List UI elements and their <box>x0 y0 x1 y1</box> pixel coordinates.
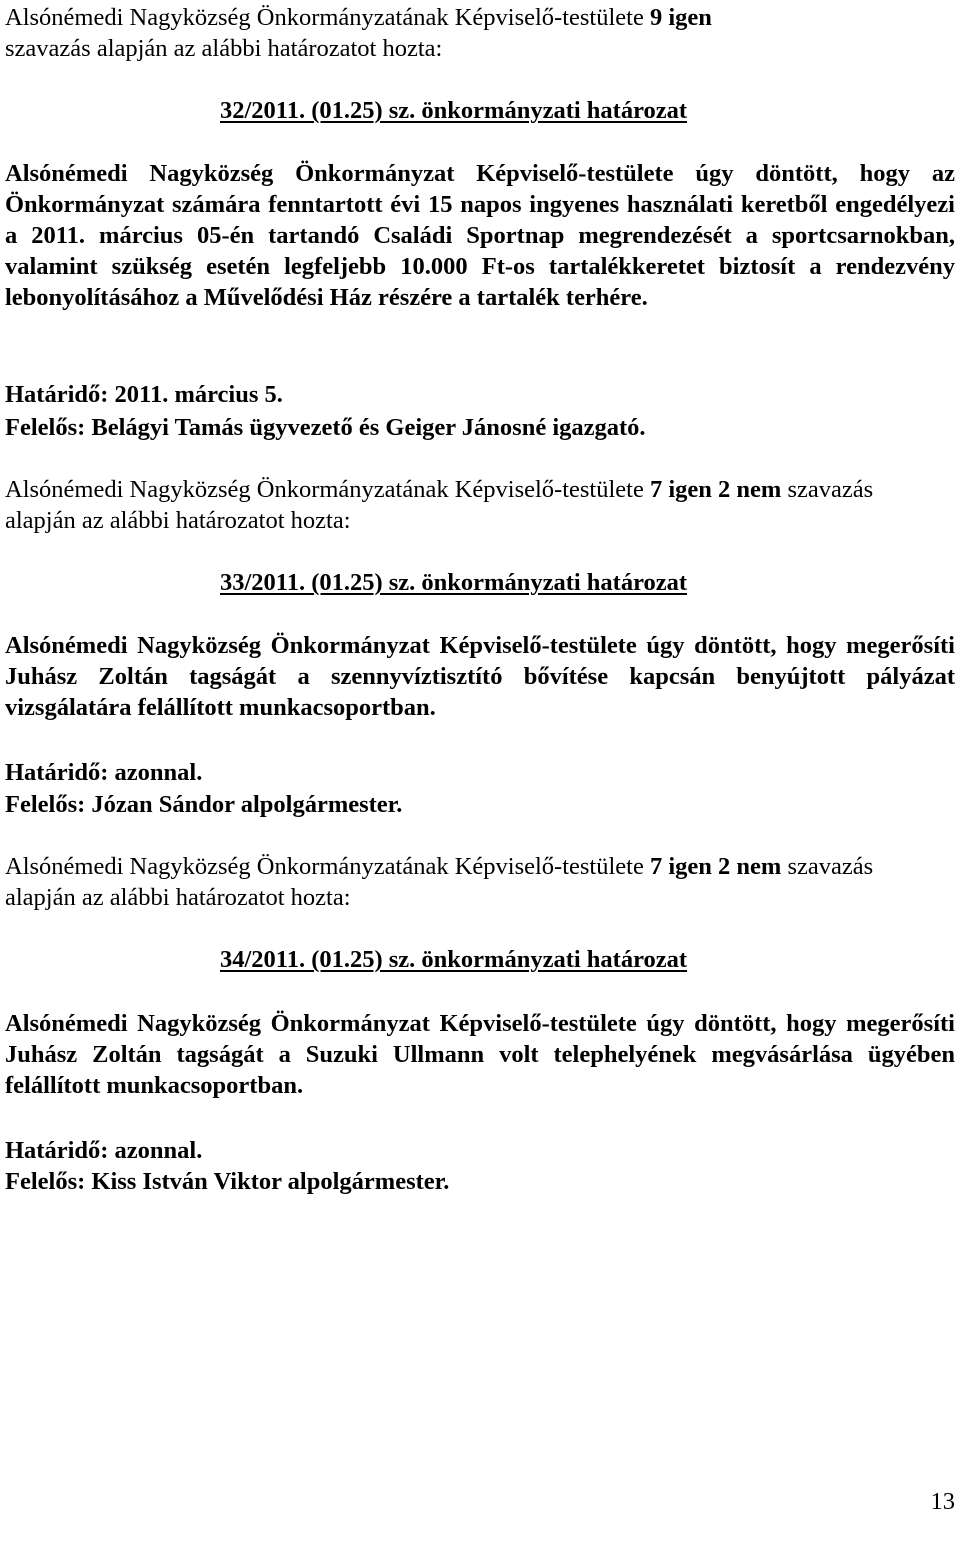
resolution-body-32: Alsónémedi Nagyközség Önkormányzat Képviselő-testülete úgy döntött, hogy az Önkormányzat számára fenntartott évi 15 napos ingyenes használati keretből engedélyezi a 2011. március 05-én tartandó Családi Sportnap megrendezését a sportcsarnokban, valamint szükség esetén legfeljebb 10.000 Ft-os tartalékkeretet biztosít a rendezvény lebonyolításához a Művelődési Ház részére a tartalék terhére. <box>5 160 955 311</box>
resolution-body-33: Alsónémedi Nagyközség Önkormányzat Képviselő-testülete úgy döntött, hogy megerősíti Juhász Zoltán tagságát a szennyvíztisztító bővítése kapcsán benyújtott pályázat vizsgálatára felállított munkacsoportban. <box>5 632 955 721</box>
deadline-33: Határidő: azonnal. <box>5 759 203 786</box>
resolution-title-34: 34/2011. (01.25) sz. önkormányzati határozat <box>220 946 688 973</box>
responsible-32: Felelős: Belágyi Tamás ügyvezető és Geiger Jánosné igazgató. <box>5 414 646 441</box>
deadline-32: Határidő: 2011. március 5. <box>5 381 283 408</box>
responsible-34: Felelős: Kiss István Viktor alpolgármester. <box>5 1168 450 1195</box>
vote-count: 9 igen <box>649 4 712 31</box>
vote-count: 7 igen 2 nem <box>649 476 782 503</box>
resolution-title-33: 33/2011. (01.25) sz. önkormányzati határozat <box>220 569 688 596</box>
vote-statement-2: Alsónémedi Nagyközség Önkormányzatának Képviselő-testülete 7 igen 2 nem szavazás alapján az alábbi határozatot hozta: <box>5 476 874 534</box>
vote-statement-1: Alsónémedi Nagyközség Önkormányzatának Képviselő-testülete 9 igen szavazás alapján az alábbi határozatot hozta: <box>5 4 712 62</box>
resolution-title-32: 32/2011. (01.25) sz. önkormányzati határozat <box>220 97 688 124</box>
resolution-body-34: Alsónémedi Nagyközség Önkormányzat Képviselő-testülete úgy döntött, hogy megerősíti Juhász Zoltán tagságát a Suzuki Ullmann volt telephelyének megvásárlása ügyében felállított munkacsoportban. <box>5 1010 955 1099</box>
deadline-34: Határidő: azonnal. <box>5 1137 203 1164</box>
responsible-33: Felelős: Józan Sándor alpolgármester. <box>5 791 403 818</box>
vote-statement-3: Alsónémedi Nagyközség Önkormányzatának Képviselő-testülete 7 igen 2 nem szavazás alapján az alábbi határozatot hozta: <box>5 853 874 911</box>
vote-count: 7 igen 2 nem <box>649 853 782 880</box>
page-number: 13 <box>930 1488 955 1515</box>
